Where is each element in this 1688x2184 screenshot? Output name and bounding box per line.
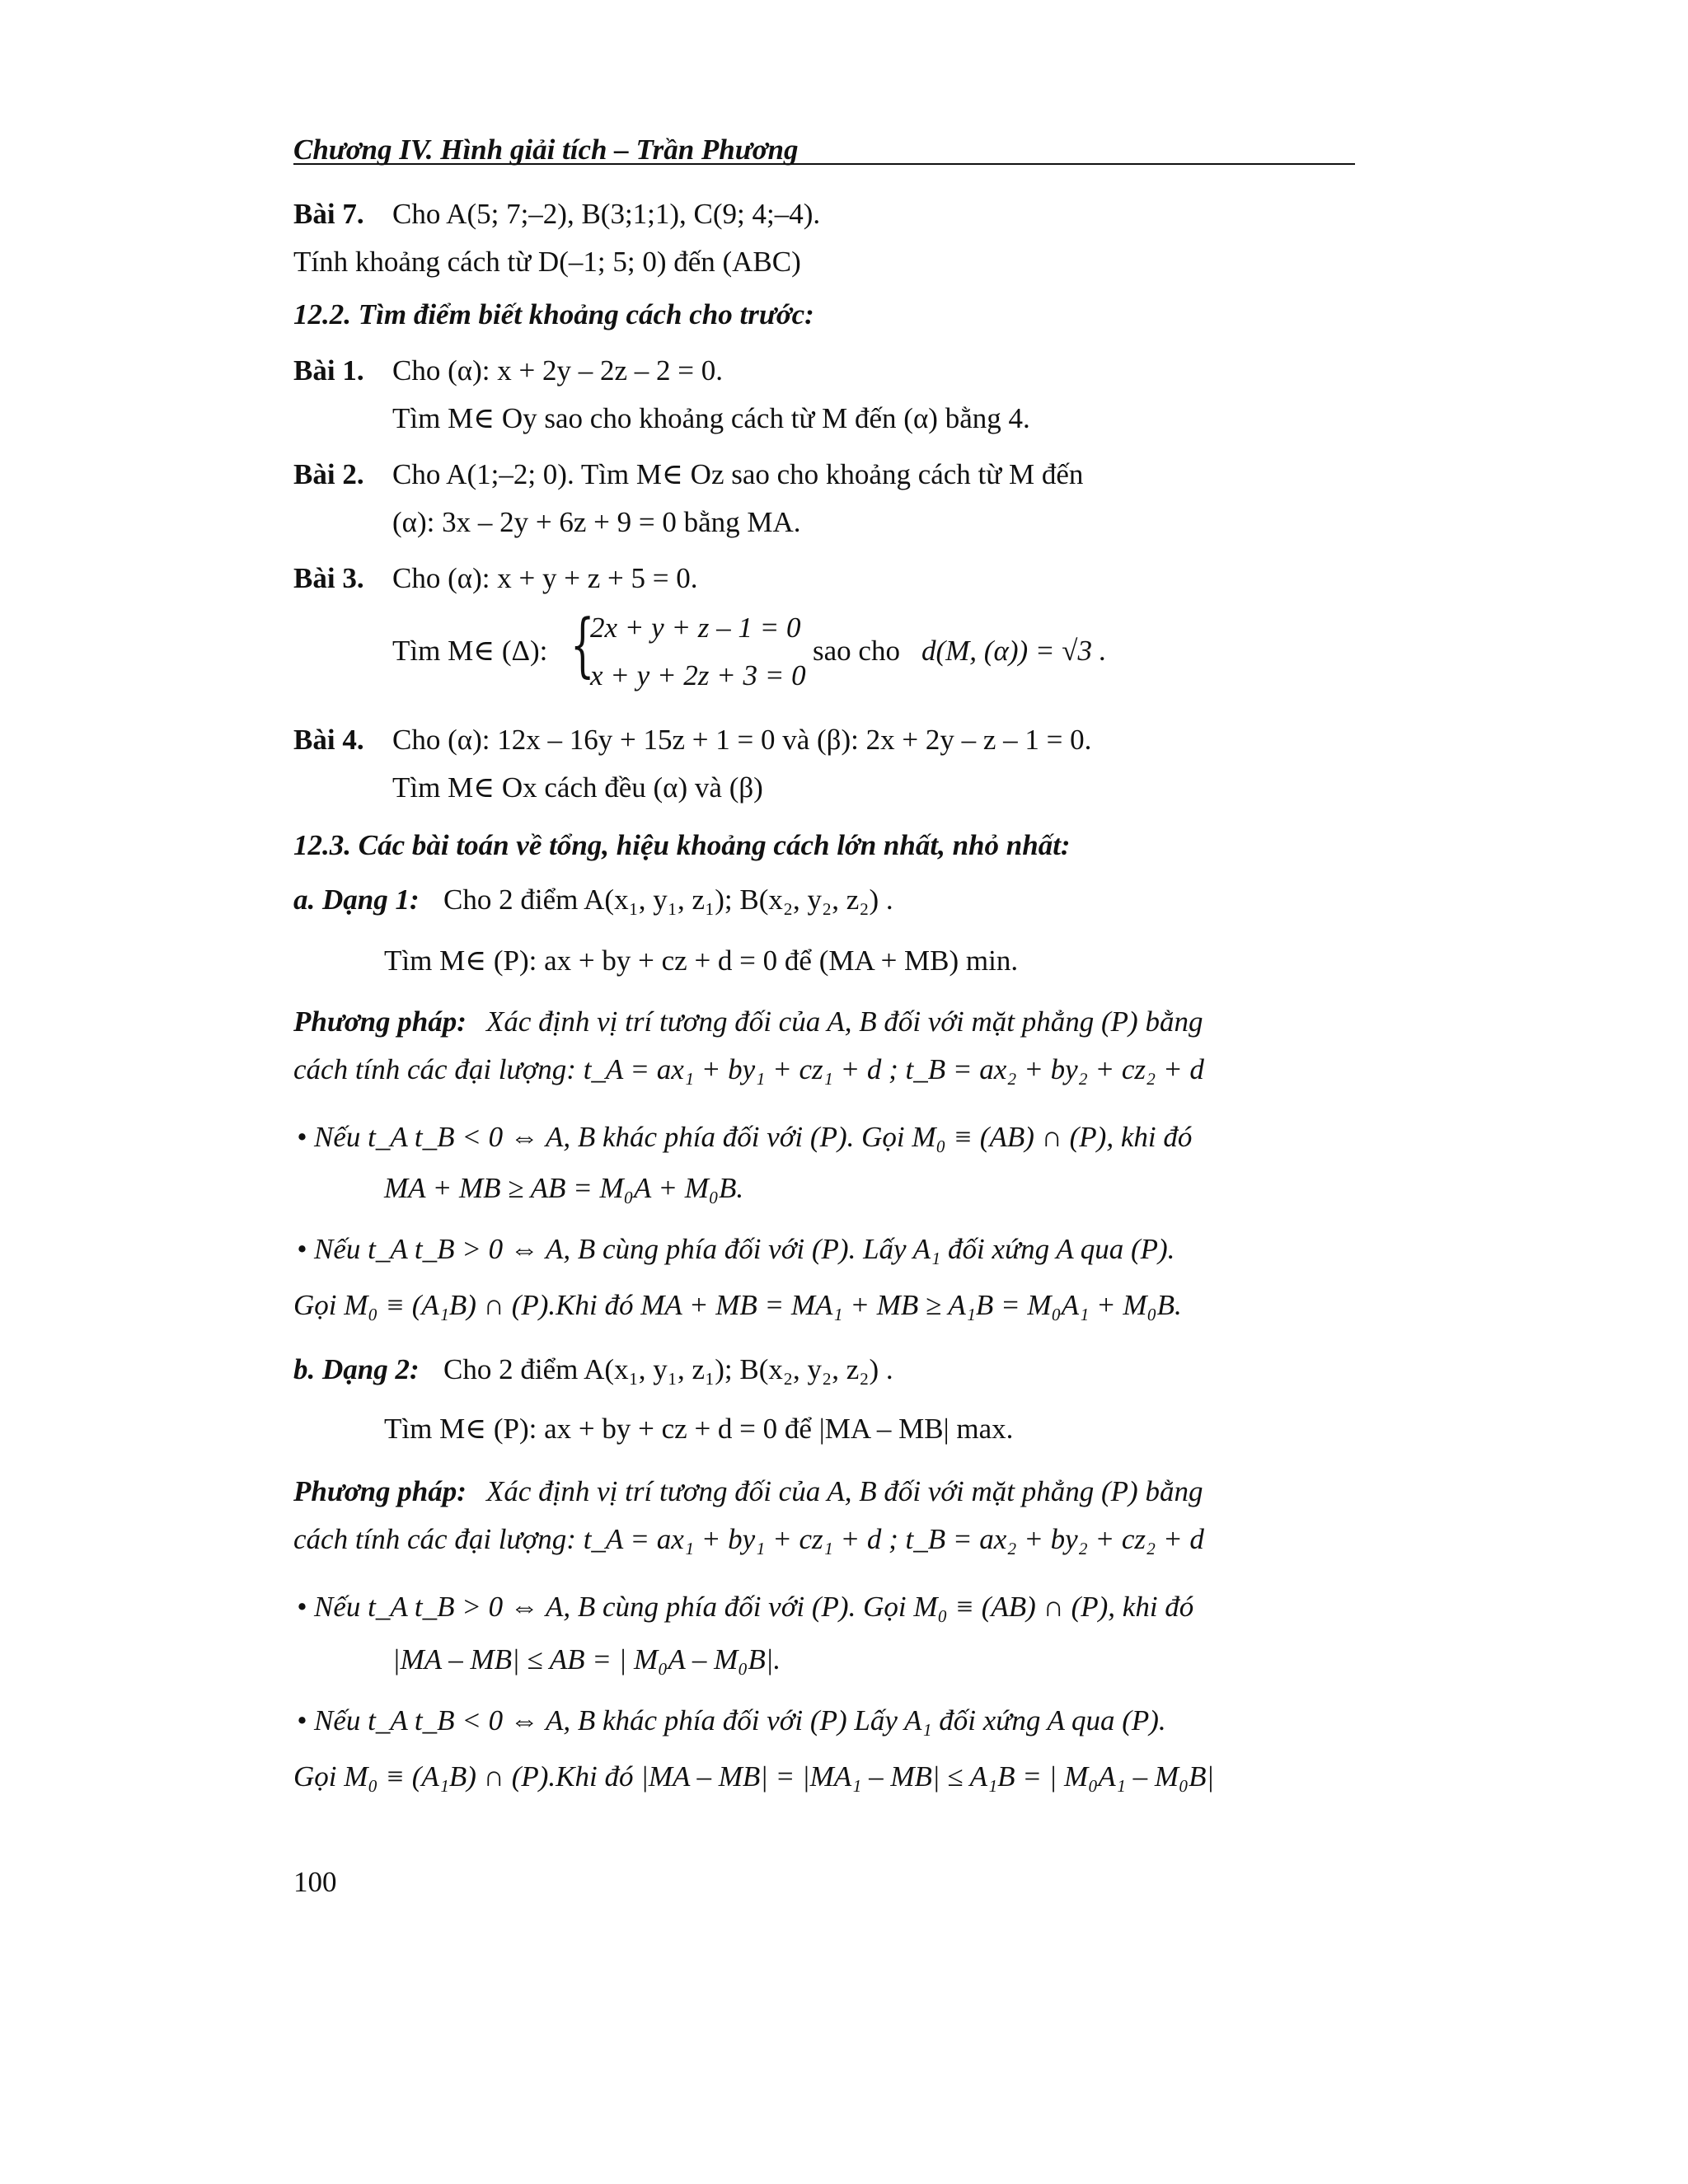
bai7-line2: Tính khoảng cách từ D(–1; 5; 0) đến (ABC)	[293, 246, 801, 278]
bai3-system-eq2: x + y + 2z + 3 = 0	[590, 659, 806, 691]
bai3-suffix: sao cho	[813, 635, 900, 667]
dang1-case1: • Nếu t_A t_B < 0 ⇔ A, B khác phía đối với (P). Gọi M₀ ≡ (AB) ∩ (P), khi đó	[297, 1121, 1193, 1153]
dang2-case1: • Nếu t_A t_B > 0 ⇔ A, B cùng phía đối với (P). Gọi M₀ ≡ (AB) ∩ (P), khi đó	[297, 1591, 1194, 1623]
dang1-case2: • Nếu t_A t_B > 0 ⇔ A, B cùng phía đối với (P). Lấy A₁ đối xứng A qua (P).	[297, 1233, 1175, 1265]
dang1-method-line1: Xác định vị trí tương đối của A, B đối với mặt phẳng (P) bằng	[486, 1005, 1203, 1038]
dang1-method-line2: cách tính các đại lượng: t_A = ax₁ + by₁ + cz₁ + d ; t_B = ax₂ + by₂ + cz₂ + d	[293, 1053, 1204, 1085]
bai1-line1: Cho (α): x + 2y – 2z – 2 = 0.	[392, 354, 723, 387]
dang1-case2-result: Gọi M₀ ≡ (A₁B) ∩ (P).Khi đó MA + MB = MA₁ + MB ≥ A₁B = M₀A₁ + M₀B.	[293, 1289, 1182, 1321]
bai4-line2: Tìm M∈ Ox cách đều (α) và (β)	[392, 771, 763, 804]
dang1-case1-result: MA + MB ≥ AB = M₀A + M₀B.	[384, 1172, 744, 1204]
bai4-line1: Cho (α): 12x – 16y + 15z + 1 = 0 và (β): 2x + 2y – z – 1 = 0.	[392, 724, 1092, 756]
dang1-label: a. Dạng 1:	[293, 883, 420, 916]
section-12-2-heading: 12.2. Tìm điểm biết khoảng cách cho trước:	[293, 298, 814, 330]
system-brace: {	[570, 604, 595, 685]
bai3-line1: Cho (α): x + y + z + 5 = 0.	[392, 562, 698, 594]
dang2-method-line1: Xác định vị trí tương đối của A, B đối với mặt phẳng (P) bằng	[486, 1475, 1203, 1507]
dang2-case2: • Nếu t_A t_B < 0 ⇔ A, B khác phía đối với (P) Lấy A₁ đối xứng A qua (P).	[297, 1704, 1166, 1736]
dang2-label: b. Dạng 2:	[293, 1353, 420, 1385]
page-number: 100	[293, 1866, 337, 1898]
dang1-line1: Cho 2 điểm A(x₁, y₁, z₁); B(x₂, y₂, z₂) .	[443, 883, 893, 916]
dang2-line2: Tìm M∈ (P): ax + by + cz + d = 0 để |MA – MB| max.	[384, 1413, 1014, 1445]
bai3-condition: d(M, (α)) = √3 .	[921, 635, 1107, 667]
dang1-method-label: Phương pháp:	[293, 1005, 467, 1038]
bai3-prefix: Tìm M∈ (Δ):	[392, 635, 548, 667]
dang2-case2-result: Gọi M₀ ≡ (A₁B) ∩ (P).Khi đó |MA – MB| = |MA₁ – MB| ≤ A₁B = | M₀A₁ – M₀B|	[293, 1760, 1215, 1793]
bai3-system-eq1: 2x + y + z – 1 = 0	[590, 612, 801, 644]
dang2-method-line2: cách tính các đại lượng: t_A = ax₁ + by₁ + cz₁ + d ; t_B = ax₂ + by₂ + cz₂ + d	[293, 1523, 1204, 1555]
dang2-method-label: Phương pháp:	[293, 1475, 467, 1507]
section-12-3-heading: 12.3. Các bài toán về tổng, hiệu khoảng cách lớn nhất, nhỏ nhất:	[293, 829, 1071, 861]
running-header: Chương IV. Hình giải tích – Trần Phương	[293, 134, 799, 166]
bai7-label: Bài 7.	[293, 198, 364, 230]
bai2-line1: Cho A(1;–2; 0). Tìm M∈ Oz sao cho khoảng cách từ M đến	[392, 458, 1084, 490]
bai1-line2: Tìm M∈ Oy sao cho khoảng cách từ M đến (α) bằng 4.	[392, 402, 1030, 434]
bai7-line1: Cho A(5; 7;–2), B(3;1;1), C(9; 4;–4).	[392, 198, 821, 230]
bai1-label: Bài 1.	[293, 354, 364, 387]
bai2-line2: (α): 3x – 2y + 6z + 9 = 0 bằng MA.	[392, 506, 801, 538]
dang2-line1: Cho 2 điểm A(x₁, y₁, z₁); B(x₂, y₂, z₂) .	[443, 1353, 893, 1385]
bai4-label: Bài 4.	[293, 724, 364, 756]
bai3-label: Bài 3.	[293, 562, 364, 594]
dang1-line2: Tìm M∈ (P): ax + by + cz + d = 0 để (MA + MB) min.	[384, 944, 1019, 977]
bai2-label: Bài 2.	[293, 458, 364, 490]
header-rule	[293, 163, 1355, 165]
dang2-case1-result: |MA – MB| ≤ AB = | M₀A – M₀B|.	[392, 1643, 781, 1675]
